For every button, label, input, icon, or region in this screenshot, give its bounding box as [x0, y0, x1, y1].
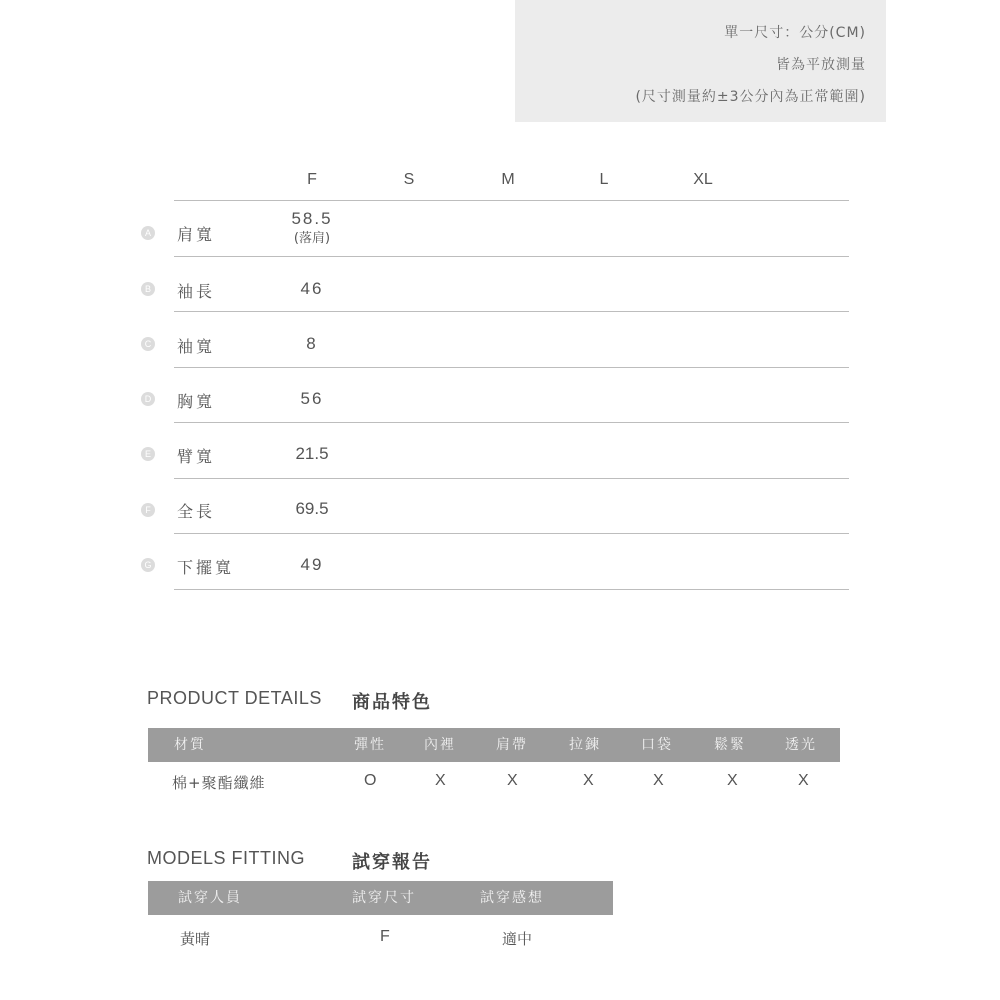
- row-value-f: 8: [306, 334, 318, 353]
- value-zipper: X: [583, 772, 594, 789]
- header-strap: 肩帶: [496, 737, 528, 753]
- models-fitting-title-zh: 試穿報告: [352, 852, 432, 873]
- row-marker: B: [141, 282, 155, 296]
- value-pocket: X: [653, 772, 664, 789]
- row-marker: D: [141, 392, 155, 406]
- row-value-f: [291, 209, 332, 246]
- table-divider: [174, 589, 849, 590]
- measurement-notice: [515, 0, 886, 122]
- size-col-f: F: [307, 171, 317, 188]
- header-model: 試穿人員: [178, 890, 242, 906]
- table-divider: [174, 478, 849, 479]
- size-col-s: S: [403, 171, 415, 188]
- value-fit-size: F: [380, 928, 390, 945]
- header-sheerness: 透光: [785, 737, 817, 753]
- header-zipper: 拉鍊: [569, 737, 601, 753]
- row-note: (落肩): [293, 231, 331, 246]
- table-divider: [174, 422, 849, 423]
- models-fitting-header: [148, 881, 613, 915]
- size-col-m: M: [501, 171, 515, 188]
- header-elasticity: 彈性: [354, 737, 386, 753]
- table-divider: [174, 311, 849, 312]
- row-marker: E: [141, 447, 155, 461]
- product-details-title-zh: 商品特色: [352, 692, 432, 713]
- row-marker: G: [141, 558, 155, 572]
- value-strap: X: [507, 772, 518, 789]
- row-value-f: 21.5: [295, 444, 329, 463]
- header-lining: 內裡: [424, 737, 456, 753]
- table-divider: [174, 533, 849, 534]
- value-lining: X: [435, 772, 446, 789]
- header-pocket: 口袋: [641, 737, 673, 753]
- row-value-f: 56: [300, 389, 324, 408]
- size-col-xl: XL: [693, 171, 713, 188]
- product-details-header: [148, 728, 840, 762]
- notice-method: 皆為平放測量: [776, 57, 866, 73]
- row-label: 下擺寬: [177, 558, 235, 577]
- value-material: 棉+聚酯纖維: [172, 774, 266, 792]
- row-label: 袖長: [177, 282, 216, 301]
- row-value: 58.5: [291, 209, 333, 228]
- value-model: 黃晴: [180, 930, 211, 948]
- header-waistband: 鬆緊: [714, 737, 746, 753]
- row-marker: C: [141, 337, 155, 351]
- size-col-l: L: [599, 171, 609, 188]
- row-label: 袖寬: [177, 337, 216, 356]
- value-waistband: X: [727, 772, 738, 789]
- table-divider: [174, 256, 849, 257]
- header-fit-feedback: 試穿感想: [480, 890, 544, 906]
- value-sheerness: X: [798, 772, 809, 789]
- row-value-f: 49: [300, 555, 324, 574]
- value-elasticity: O: [364, 772, 377, 789]
- row-value-f: 46: [300, 279, 324, 298]
- notice-tolerance: (尺寸測量約±3公分內為正常範圍): [635, 89, 866, 105]
- row-marker: A: [141, 226, 155, 240]
- header-fit-size: 試穿尺寸: [352, 890, 416, 906]
- notice-unit: 單一尺寸：公分(CM): [724, 25, 866, 41]
- table-divider: [174, 200, 849, 201]
- row-label: 肩寬: [177, 225, 216, 244]
- row-label: 胸寬: [177, 392, 216, 411]
- row-label: 全長: [177, 502, 216, 521]
- product-details-title: PRODUCT DETAILS: [147, 688, 322, 708]
- row-label: 臂寬: [177, 447, 216, 466]
- models-fitting-title: MODELS FITTING: [147, 848, 306, 868]
- row-marker: F: [141, 503, 155, 517]
- header-material: 材質: [174, 737, 206, 753]
- row-value-f: 69.5: [295, 499, 329, 518]
- table-divider: [174, 367, 849, 368]
- value-fit-feedback: 適中: [502, 930, 533, 948]
